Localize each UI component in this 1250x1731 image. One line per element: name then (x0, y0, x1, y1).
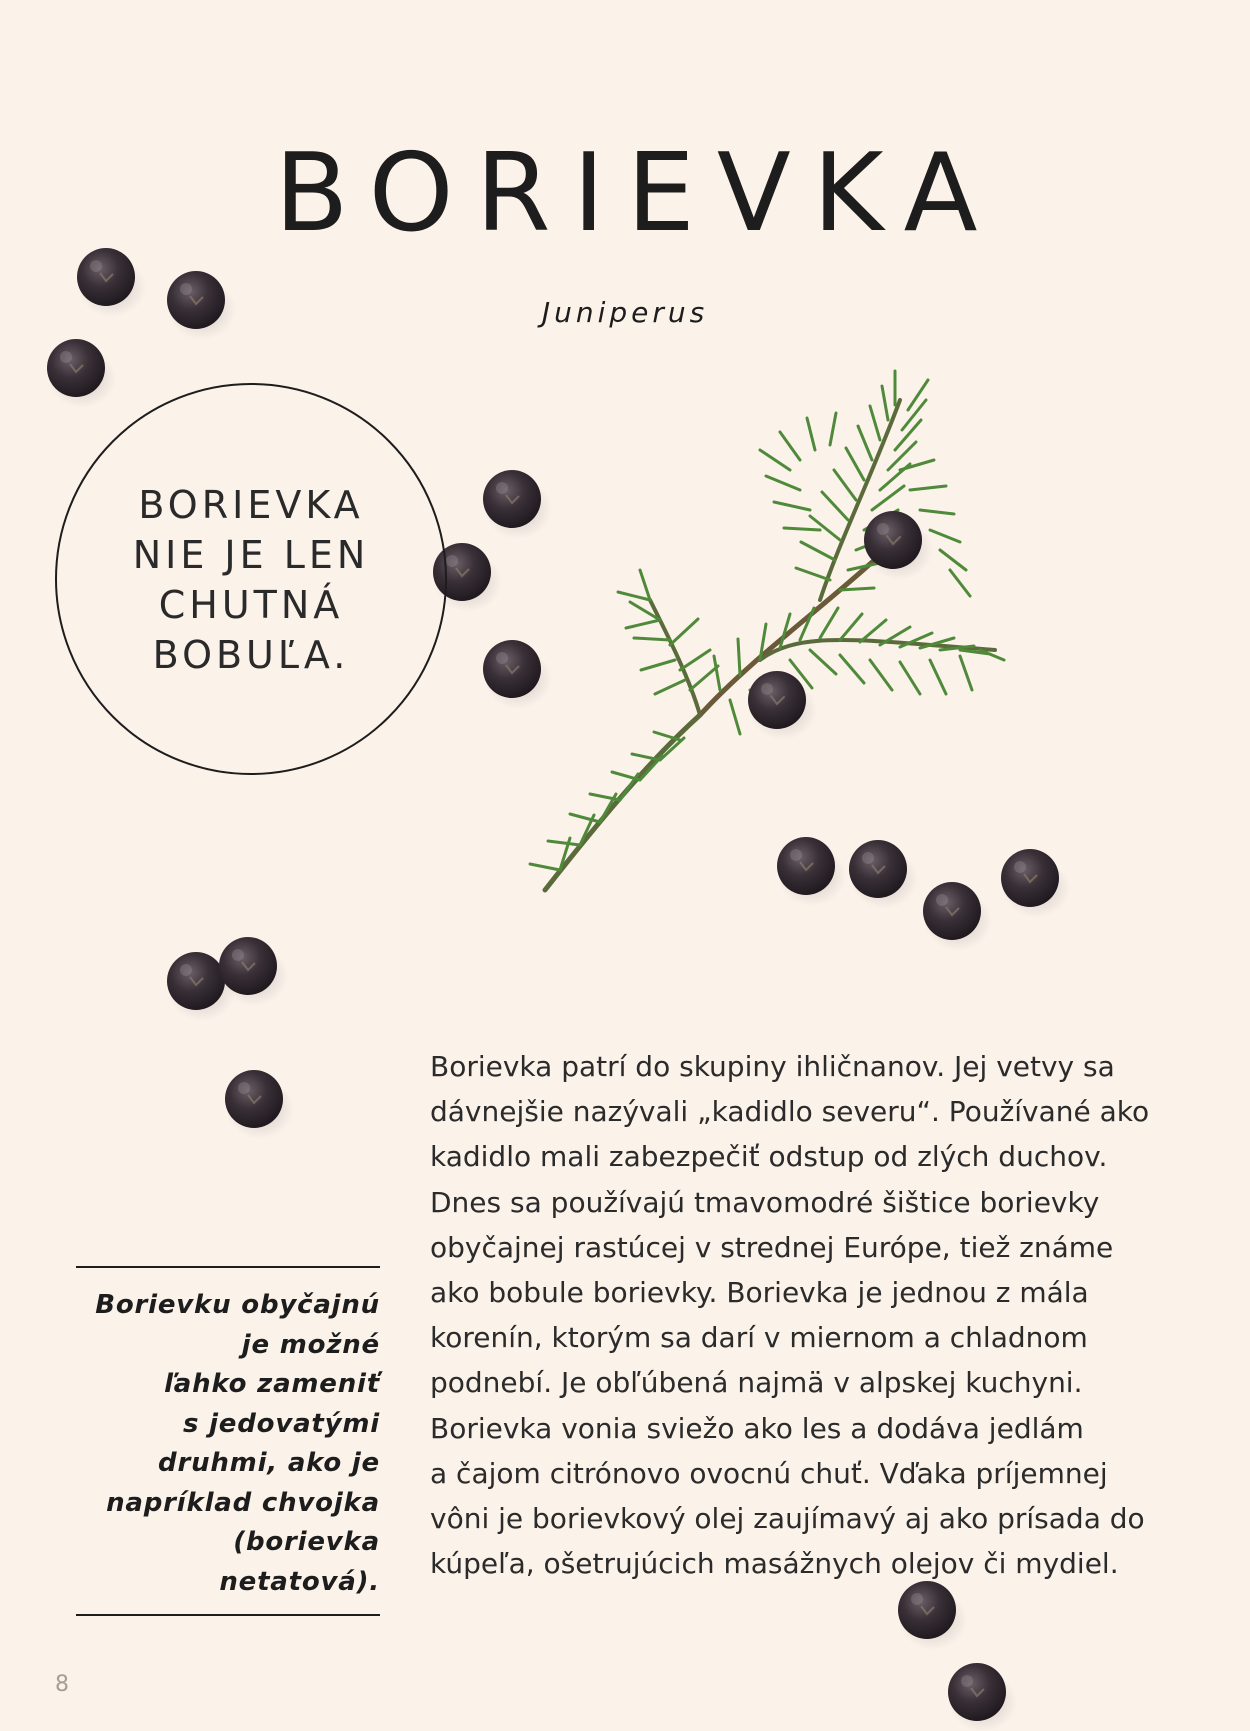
berry-icon (225, 1070, 294, 1139)
body-line: a čajom citrónovo ovocnú chuť. Vďaka príjemnej (430, 1456, 1108, 1490)
berry-icon (483, 640, 552, 709)
berry-icon (923, 882, 992, 951)
body-paragraph (430, 1044, 1170, 1586)
side-note-line: Borievku obyčajnú (95, 1290, 380, 1320)
berry-icon (483, 470, 552, 539)
circle-quote-line: BOBUĽA. (152, 633, 350, 677)
side-note-line: ľahko zameniť (164, 1369, 380, 1399)
page-number: 8 (55, 1672, 69, 1697)
circle-quote-line: NIE JE LEN (132, 533, 370, 577)
body-line: dávnejšie nazývali „kadidlo severu“. Používané ako (430, 1095, 1150, 1129)
page-title: BORIEVKA (274, 131, 1000, 256)
side-note-bottom-rule (76, 1614, 380, 1616)
body-line: Borievka vonia sviežo ako les a dodáva jedlám (430, 1411, 1084, 1445)
berry-icon (167, 952, 236, 1021)
side-note-line: s jedovatými (182, 1408, 380, 1439)
side-note-line: napríklad chvojka (106, 1487, 380, 1518)
body-line: vôni je borievkový olej zaujímavý aj ako prísada do (430, 1502, 1145, 1536)
body-line: kadidlo mali zabezpečiť odstup od zlých duchov. (430, 1140, 1108, 1174)
berry-icon (1001, 849, 1070, 918)
body-line: Borievka patrí do skupiny ihličnanov. Jej vetvy sa (430, 1050, 1115, 1083)
circle-quote-line: BORIEVKA (138, 483, 364, 527)
berry-icon (219, 937, 288, 1006)
body-line: ako bobule borievky. Borievka je jednou z mála (430, 1276, 1089, 1310)
berry-icon (849, 840, 918, 909)
berry-icon (777, 837, 846, 906)
body-line: obyčajnej rastúcej v strednej Európe, tiež známe (430, 1230, 1114, 1264)
juniper-branch-icon (530, 371, 1004, 890)
latin-name: Juniperus (541, 296, 709, 329)
berry-icon (47, 339, 116, 408)
side-note-line: je možné (241, 1329, 380, 1360)
side-note-line: (borievka netatová). (219, 1527, 380, 1597)
body-line: podnebí. Je obľúbená najmä v alpskej kuchyni. (430, 1366, 1083, 1400)
berry-icon (898, 1581, 967, 1650)
body-line: Dnes sa používajú tmavomodré šištice borievky (430, 1185, 1100, 1219)
body-line: korenín, ktorým sa darí v miernom a chladnom (430, 1321, 1088, 1355)
circle-quote-line: CHUTNÁ (158, 583, 344, 627)
body-line: kúpeľa, ošetrujúcich masážnych olejov či mydiel. (430, 1547, 1119, 1581)
circle-quote (55, 480, 447, 680)
berry-icon (948, 1663, 1017, 1731)
side-note (76, 1266, 380, 1616)
side-note-line: druhmi, ako je (158, 1448, 380, 1478)
side-note-text (76, 1268, 380, 1614)
